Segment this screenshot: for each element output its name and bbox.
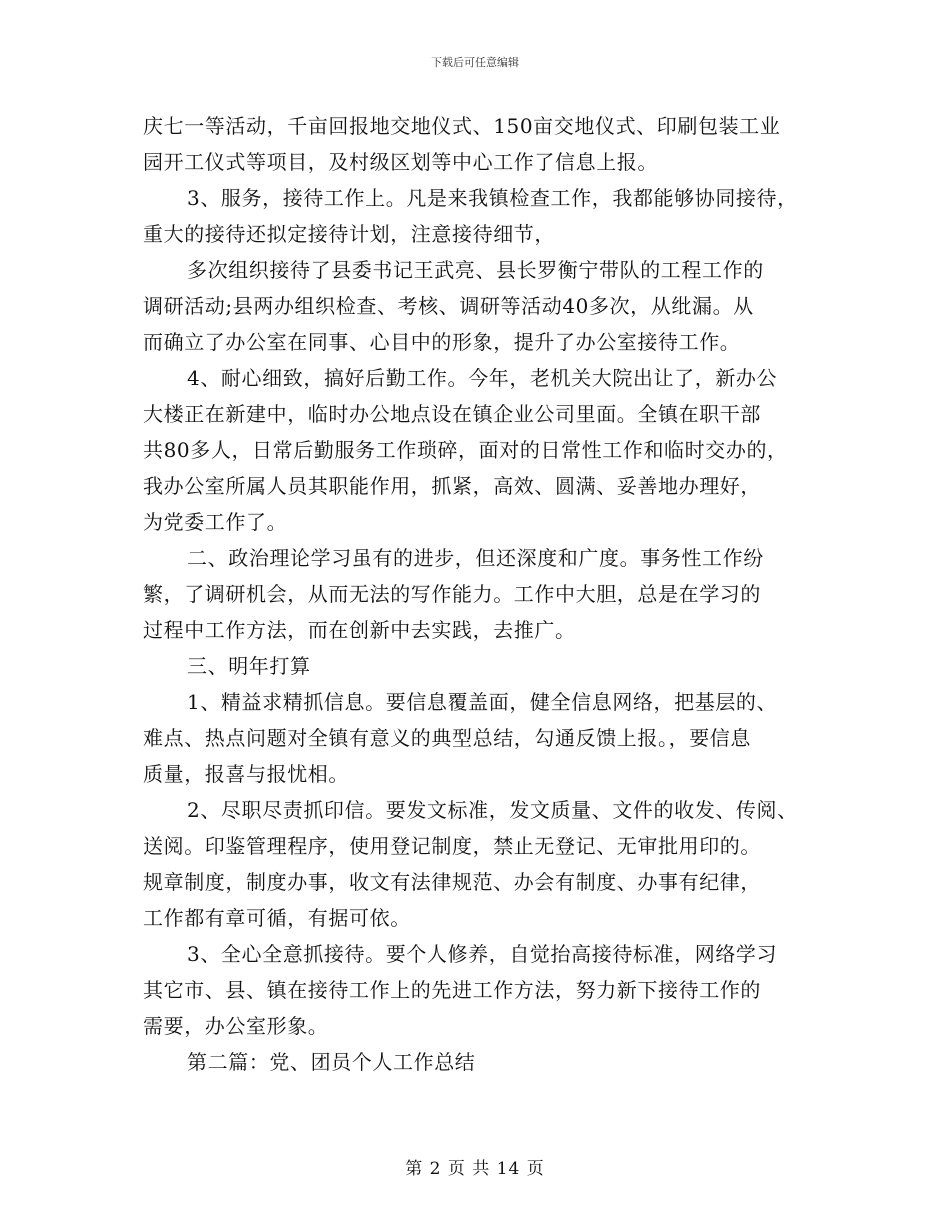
paragraph-line: 规章制度，制度办事，收文有法律规范、办会有制度、办事有纪律， — [143, 870, 761, 894]
document-body — [143, 108, 833, 1080]
paragraph-line: 大楼正在新建中，临时办公地点设在镇企业公司里面。全镇在职干部 — [143, 402, 761, 426]
paragraph-line: 4、耐心细致，搞好后勤工作。今年，老机关大院出让了，新办公 — [187, 366, 778, 390]
paragraph-line: 多次组织接待了县委书记王武亮、县长罗衡宁带队的工程工作的 — [187, 258, 764, 282]
paragraph-line: 2、尽职尽责抓印信。要发文标准，发文质量、文件的收发、传阅、 — [187, 798, 798, 822]
paragraph-line: 1、精益求精抓信息。要信息覆盖面，健全信息网络，把基层的、 — [187, 690, 778, 714]
paragraph-line: 送阅。印鉴管理程序，使用登记制度，禁止无登记、无审批用印的。 — [143, 834, 761, 858]
paragraph-line: 而确立了办公室在同事、心目中的形象，提升了办公室接待工作。 — [143, 330, 741, 354]
paragraph-line: 3、服务，接待工作上。凡是来我镇检查工作，我都能够协同接待， — [187, 186, 798, 210]
paragraph-line: 园开工仪式等项目，及村级区划等中心工作了信息上报。 — [143, 150, 658, 174]
paragraph-line: 共80多人，日常后勤服务工作琐碎，面对的日常性工作和临时交办的， — [143, 438, 788, 462]
paragraph-line: 质量，报喜与报忧相。 — [143, 762, 349, 786]
paragraph-line: 其它市、县、镇在接待工作上的先进工作方法，努力新下接待工作的 — [143, 978, 761, 1002]
paragraph-line: 需要，办公室形象。 — [143, 1014, 329, 1038]
page-header-note: 下载后可任意编辑 — [431, 56, 519, 69]
paragraph-line: 调研活动;县两办组织检查、考核、调研等活动40多次，从纰漏。从 — [143, 294, 754, 318]
paragraph-line: 二、政治理论学习虽有的进步，但还深度和广度。事务性工作纷 — [187, 546, 764, 570]
paragraph-line: 第二篇：党、团员个人工作总结 — [187, 1050, 476, 1074]
page-number-footer: 第 2 页 共 14 页 — [405, 1159, 545, 1179]
paragraph-line: 为党委工作了。 — [143, 510, 288, 534]
paragraph-line: 难点、热点问题对全镇有意义的典型总结，勾通反馈上报。，要信息 — [143, 726, 751, 750]
paragraph-line: 庆七一等活动，千亩回报地交地仪式、150亩交地仪式、印刷包装工业 — [143, 114, 781, 138]
paragraph-line: 三、明年打算 — [187, 654, 311, 678]
paragraph-line: 我办公室所属人员其职能作用，抓紧，高效、圆满、妥善地办理好， — [143, 474, 761, 498]
paragraph-line: 工作都有章可循，有据可依。 — [143, 906, 411, 930]
paragraph-line: 过程中工作方法，而在创新中去实践，去推广。 — [143, 618, 576, 642]
paragraph-line: 重大的接待还拟定接待计划，注意接待细节， — [143, 222, 555, 246]
paragraph-line: 3、全心全意抓接待。要个人修养，自觉抬高接待标准，网络学习 — [187, 942, 778, 966]
paragraph-line: 繁，了调研机会，从而无法的写作能力。工作中大胆，总是在学习的 — [143, 582, 761, 606]
